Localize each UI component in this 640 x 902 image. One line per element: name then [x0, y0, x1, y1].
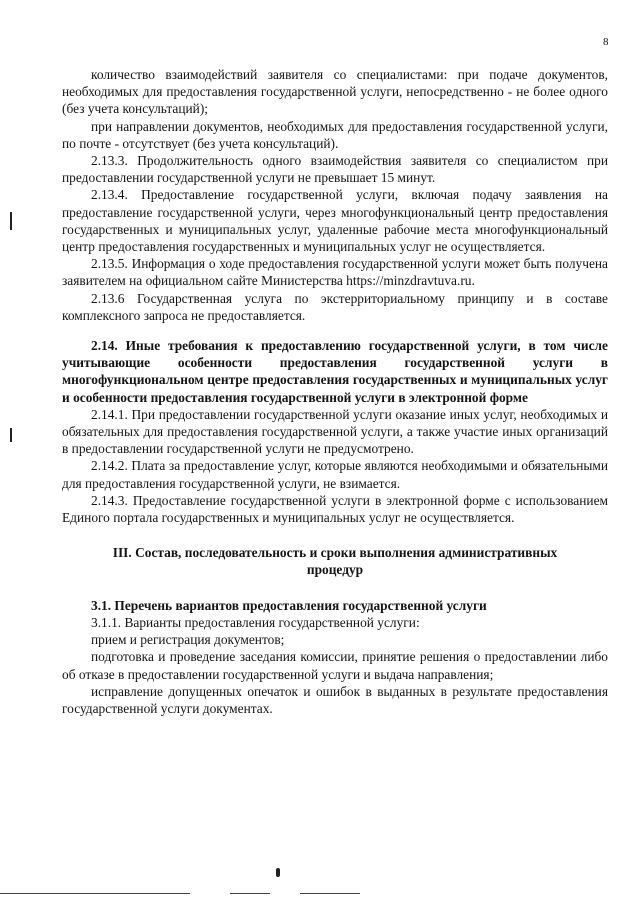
paragraph: 2.13.5. Информация о ходе предоставления государственной услуги может быть получена заявителем на официальном сайте Министерства https://minzdravtuva.ru. [62, 256, 608, 289]
paragraph: 2.14.2. Плата за предоставление услуг, которые являются необходимыми и обязательными для предоставления государственной услуги, не взимается. [62, 458, 608, 491]
paragraph: исправление допущенных опечаток и ошибок в выданных в результате предоставления государственной услуги документах. [62, 683, 608, 716]
scan-dot [276, 868, 280, 877]
scan-edge-line [300, 893, 360, 894]
subsection-heading: 3.1. Перечень вариантов предоставления государственной услуги [91, 597, 487, 613]
paragraph: 2.14.3. Предоставление государственной услуги в электронной форме с использованием Единого портала государственных и муниципальных услуг не осуществляется. [62, 492, 608, 526]
binding-hole-mark [10, 428, 12, 442]
scan-edge-line [0, 893, 190, 894]
paragraph: прием и регистрация документов; [91, 632, 285, 648]
paragraph: 2.13.4. Предоставление государственной услуги, включая подачу заявления на предоставление государственной услуги, через многофункциональный центр предоставления государственных и муниципальных услуг, удаленные рабочие места многофункциональный центр предоставления государственных и муниципальных услуг не осуществляется. [62, 187, 608, 255]
binding-hole-mark [10, 212, 12, 230]
paragraph: 3.1.1. Варианты предоставления государственной услуги: [91, 614, 420, 630]
paragraph: подготовка и проведение заседания комиссии, принятие решения о предоставлении либо об отказе в предоставлении государственной услуги и выдача направления; [62, 649, 608, 682]
chapter-heading: III. Состав, последовательность и сроки выполнения административных процедур [112, 545, 558, 578]
document-body [62, 66, 608, 717]
paragraph: при направлении документов, необходимых для предоставления государственной услуги, по почте - отсутствует (без учета консультаций). [62, 118, 608, 151]
section-heading: 2.14. Иные требования к предоставлению государственной услуги, в том числе учитывающие особенности предоставления государственной услуги в многофункциональном центре предоставления государственных и муниципальных услуг и особенности предоставления государственной услуги в электронной форме [62, 338, 608, 405]
paragraph: 2.13.6 Государственная услуга по экстерриториальному принципу и в составе комплексного запроса не предоставляется. [62, 290, 608, 323]
paragraph: 2.13.3. Продолжительность одного взаимодействия заявителя со специалистом при предоставлении государственной услуги не превышает 15 минут. [62, 153, 608, 186]
scan-edge-line [230, 893, 270, 894]
paragraph: количество взаимодействий заявителя со специалистами: при подаче документов, необходимых для предоставления государственной услуги, непосредственно - не более одного (без учета консультаций); [62, 67, 608, 117]
paragraph: 2.14.1. При предоставлении государственной услуги оказание иных услуг, необходимых и обязательных для предоставления государственной услуги, а также участие иных организаций в предоставлении государственной услуги не предусмотрено. [62, 406, 608, 457]
page-number: 8 [603, 36, 609, 48]
